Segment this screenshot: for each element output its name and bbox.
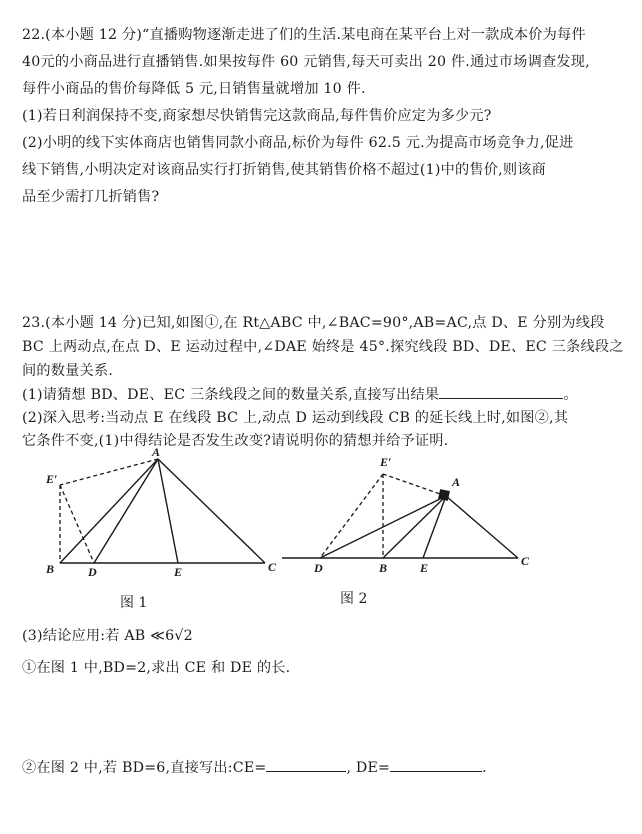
fig2-label-e1: E′ bbox=[380, 455, 392, 469]
q23-line-2: BC 上两动点,在点 D、E 运动过程中,∠DAE 始终是 45°.探究线段 BD、DE、EC 三条线段之 bbox=[22, 339, 624, 355]
q22-line-1: 22.(本小题 12 分)“直播购物逐渐走进了们的生活.某电商在某平台上对一款成本价为每件 bbox=[22, 27, 586, 43]
fig1-label-e1: E′ bbox=[46, 472, 58, 486]
fig2-label-a: A bbox=[452, 475, 461, 489]
q23-part-1 bbox=[22, 384, 578, 404]
fig2-label-b: B bbox=[379, 561, 388, 575]
q23-part-3-sub-1: ①在图 1 中,BD=2,求出 CE 和 DE 的长. bbox=[22, 660, 291, 676]
fig1-label-c: C bbox=[268, 560, 277, 574]
fig2-label-e: E bbox=[420, 561, 429, 575]
q23-line-1: 23.(本小题 14 分)已知,如图①,在 Rt△ABC 中,∠BAC=90°,AB=AC,点 D、E 分别为线段 bbox=[22, 315, 605, 331]
fig1-label-d: D bbox=[88, 565, 97, 579]
fig1-lines bbox=[60, 459, 265, 563]
figure-1-caption: 图 1 bbox=[120, 595, 148, 611]
q22-part-2-line-2: 线下销售,小明决定对该商品实行打折销售,使其销售价格不超过(1)中的售价,则该商 bbox=[22, 162, 547, 178]
q23-part-1-text: (1)请猜想 BD、DE、EC 三条线段之间的数量关系,直接写出结果 bbox=[22, 387, 440, 403]
fig1-label-e: E bbox=[174, 565, 183, 579]
sub-2-end: . bbox=[482, 760, 487, 776]
fig1-segment-ab bbox=[60, 459, 158, 563]
fig2-segment-ab bbox=[383, 496, 446, 558]
answer-blank-de[interactable] bbox=[390, 757, 482, 772]
q23-part-2-line-2: 它条件不变,(1)中得结论是否发生改变?请说明你的猜想并给予证明. bbox=[22, 433, 449, 449]
q22-line-2: 40元的小商品进行直播销售.如果按每件 60 元销售,每天可卖出 20 件.通过市场调查发现, bbox=[22, 54, 590, 70]
answer-blank-ce[interactable] bbox=[266, 757, 346, 772]
q22-line-3: 每件小商品的售价每降低 5 元,日销售量就增加 10 件. bbox=[22, 81, 366, 97]
fig1-segment-ad bbox=[94, 459, 158, 563]
answer-blank-1[interactable] bbox=[439, 384, 563, 399]
sub-2-text-b: , DE= bbox=[346, 760, 391, 776]
q23-line-3: 间的数量关系. bbox=[22, 363, 114, 379]
fig1-label-b: B bbox=[46, 562, 55, 576]
q23-part-1-end: 。 bbox=[563, 387, 578, 403]
fig1-label-a: A bbox=[152, 445, 161, 459]
figure-1 bbox=[40, 445, 280, 585]
q23-part-3: (3)结论应用:若 AB ≪6√2 bbox=[22, 628, 193, 644]
q22-part-2-line-1: (2)小明的线下实体商店也销售同款小商品,标价为每件 62.5 元.为提高市场竞争力,促进 bbox=[22, 135, 574, 151]
q22-part-2-line-3: 品至少需打几折销售? bbox=[22, 189, 160, 205]
fig2-segment-e1d bbox=[320, 474, 383, 558]
sub-2-text-a: ②在图 2 中,若 BD=6,直接写出:CE= bbox=[22, 760, 267, 776]
fig1-segment-ac bbox=[158, 459, 265, 563]
q22-part-1: (1)若日利润保持不变,商家想尽快销售完这款商品,每件售价应定为多少元? bbox=[22, 108, 492, 124]
fig2-label-c: C bbox=[521, 554, 530, 568]
fig2-label-d: D bbox=[314, 561, 323, 575]
fig2-lines bbox=[282, 474, 518, 558]
fig2-segment-ae1 bbox=[383, 474, 446, 496]
fig1-segment-ae1 bbox=[60, 459, 158, 485]
figure-2 bbox=[280, 450, 540, 580]
q23-part-3-sub-2 bbox=[22, 757, 487, 777]
fig1-segment-e1d bbox=[60, 485, 94, 563]
fig2-right-angle-mark bbox=[438, 489, 450, 501]
fig2-segment-ac bbox=[446, 496, 518, 558]
figure-2-caption: 图 2 bbox=[340, 591, 368, 607]
q23-part-2-line-1: (2)深入思考:当动点 E 在线段 BC 上,动点 D 运动到线段 CB 的延长线上时,如图②,其 bbox=[22, 410, 569, 426]
